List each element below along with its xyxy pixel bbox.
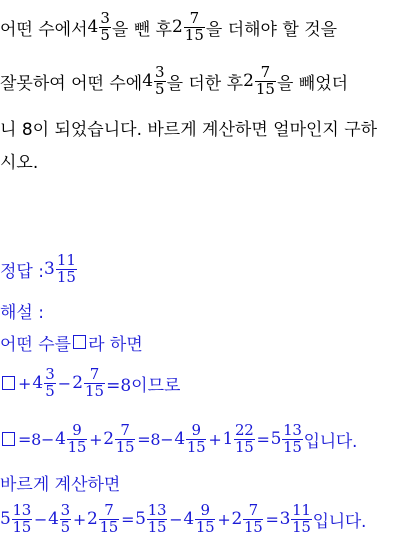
mixed-whole: 5 [135,509,146,529]
fraction [12,500,33,536]
numerator: 7 [248,500,258,519]
fraction [115,420,136,456]
equation-tail: =8이므로 [106,375,181,396]
operator: + [208,429,222,449]
fraction [282,420,303,456]
fraction [60,500,71,536]
mixed-whole: 5 [270,429,282,449]
explanation-label: 해설 : [0,302,44,323]
numerator: 7 [104,500,114,519]
problem-text: 어떤 수에서 [0,19,88,40]
numerator: 13 [283,420,302,439]
explanation-text: 라 하면 [88,334,143,355]
numerator: 3 [100,8,110,27]
numerator: 22 [235,420,254,439]
equation-tail: 입니다. [312,511,367,532]
unknown-box-icon [2,432,15,446]
mixed-whole: 4 [87,17,99,37]
operator: − [169,509,183,529]
numerator: 3 [60,500,70,519]
denominator: 15 [85,381,105,400]
problem-text: 을 더한 후 [166,73,244,94]
numerator: 9 [72,420,82,439]
fraction [186,420,207,456]
operator: = [121,509,135,529]
problem-text: 니 8이 되었습니다. 바르게 계산하면 얼마인지 구하 [0,119,378,140]
unknown-box-icon [2,376,15,390]
mixed-whole: 4 [183,509,194,529]
denominator: 15 [292,517,311,536]
denominator: 15 [255,79,275,98]
numerator: 7 [120,420,130,439]
numerator: 13 [147,500,167,519]
problem-text: 을 더해야 할 것을 [205,19,338,40]
denominator: 15 [12,517,32,536]
numerator: 7 [89,364,100,383]
fraction [44,364,56,400]
mixed-whole: 2 [72,373,84,393]
fraction [67,420,88,456]
equation-1 [0,356,400,410]
fraction [195,500,216,536]
problem-line-1 [0,0,400,54]
operator: + [18,373,32,393]
denominator: 15 [184,25,204,44]
mixed-whole: 3 [279,509,291,529]
numerator: 11 [292,500,311,519]
problem-text: 잘못하여 어떤 수에 [0,73,143,94]
numerator: 3 [155,62,165,81]
problem-text: 을 뺀 후 [111,19,172,40]
fraction [243,500,264,536]
equation-tail: 입니다. [303,431,358,452]
problem-line-2 [0,54,400,108]
denominator: 15 [243,517,263,536]
fraction [184,8,205,44]
mixed-whole: 4 [142,71,154,91]
denominator: 5 [155,79,165,98]
denominator: 5 [60,517,70,536]
equation-2 [0,412,400,466]
mixed-whole: 2 [231,509,242,529]
operator: + [89,429,103,449]
operator: − [34,509,48,529]
operator: + [217,509,231,529]
fraction [99,500,120,536]
mixed-whole: 4 [174,429,185,449]
problem-text: 시오. [0,152,39,173]
fraction [255,62,276,98]
fraction [56,250,77,286]
denominator: 15 [235,437,254,456]
mixed-whole: 3 [43,259,55,279]
mixed-whole: 4 [55,429,66,449]
operator: + [72,509,87,529]
fraction [147,500,168,536]
denominator: 15 [195,517,215,536]
fraction [154,62,166,98]
denominator: 15 [186,437,206,456]
operator: = [256,429,270,449]
denominator: 5 [100,25,110,44]
denominator: 5 [45,381,55,400]
fraction [234,420,255,456]
mixed-whole: 2 [243,71,254,91]
denominator: 15 [283,437,302,456]
denominator: 15 [99,517,119,536]
fraction [84,364,105,400]
mixed-whole: 2 [87,509,98,529]
numerator: 7 [189,8,200,27]
denominator: 15 [115,437,135,456]
unknown-box-icon [73,335,86,349]
numerator: 9 [200,500,210,519]
numerator: 9 [191,420,201,439]
mixed-whole: 5 [0,509,11,529]
equation-3 [0,494,400,544]
mixed-whole: 4 [32,373,44,393]
numerator: 13 [12,500,32,519]
mixed-whole: 2 [171,17,183,37]
operator: =8− [137,429,174,449]
explanation-text: 어떤 수를 [0,334,72,355]
problem-text: 을 빼었더 [276,73,349,94]
numerator: 11 [56,250,76,269]
numerator: 3 [45,364,55,383]
fraction [291,500,312,536]
operator: =8− [18,429,55,449]
operator: − [57,373,72,393]
denominator: 15 [67,437,87,456]
problem-line-4 [0,137,400,183]
correct-calc-label: 바르게 계산하면 [0,474,121,495]
mixed-whole: 1 [222,429,234,449]
operator: = [265,509,279,529]
answer-label: 정답 : [0,261,44,282]
mixed-whole: 2 [103,429,114,449]
mixed-whole: 4 [48,509,59,529]
numerator: 7 [260,62,271,81]
fraction [99,8,111,44]
denominator: 15 [147,517,167,536]
denominator: 15 [56,267,76,286]
